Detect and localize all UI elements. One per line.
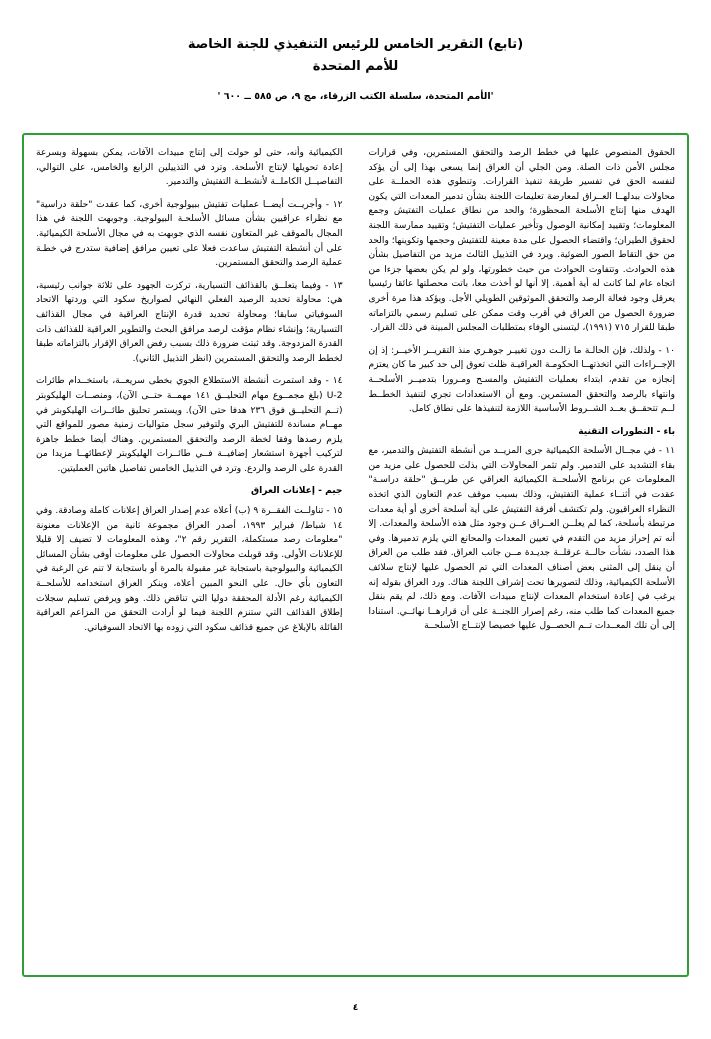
paragraph: ١٤ - وقد استمرت أنشطة الاستطلاع الجوي بخطى سريعــة، باستخــدام طائرات U-2 (بلغ مجمــوع مهام التحليــق ١٤١ مهمــة حتــى الآن)، ومنصــات الهليكوبتر (تــم التحليــق فوق ٢٣٦ هدفا حتى الآن). ويستمر تحليق طائــرات الهليكوبتر في مهــام مساندة للتفتيش البري ولتوفير سجل متواليات زمنية مصور للمواقع التي يلزم رصدها وفقا لخطة الرصد والتحقق المستمرين. وهناك أيضا خطط جاهزة لتركيب أجهزة استشعار إضافيــة فــي طائــرات الهليكوبتر لإعطائهــا مزيدا من القدرة على الرصد والردع. وترد في التذييل الخامس تفاصيل هاتين العمليتين. (36, 376, 343, 474)
section-heading-baa: باء - التطورات التقنية (578, 426, 675, 437)
title-line-1: (تابع) التقرير الخامس للرئيس التنفيذي للجنة الخاصة (187, 37, 524, 52)
paragraph: ١٥ - تناولــت الفقــرة ٩ (ب) أعلاه عدم إصدار العراق إعلانات كاملة وصادقة. وفي ١٤ شباط/ فبراير ١٩٩٣، أصدر العراق مجموعة ثانية من الإعلانات معنونة "معلومات رصد مستكملة، التقرير رقم ٢"، وهذه المعلومات لا تضيف إلا قليلا للإعلانات الأولى. وقد قوبلت محاولات الحصول على معلومات أوفى بشأن المسائل الكيميائية والبيولوجية باستجابة غير مقبولة بالمرة أو باستجابة لا تنم عن الرغبة في التعاون بأي حال. على النحو المبين أعلاه، وينكر العراق استخدامه للأسلحــة الكيميائية رغم الأدلة المحققة دوليا التي تناقض ذلك. وهو ويرفض تسليم سجلات إطلاق القذائف التي ستنزم اللجنة فيما لو أرادت التحقق من المزاعم العراقية القائلة بالإبلاغ عن جميع قذائف سكود التي زوده بها الاتحاد السوفياتي. (36, 506, 343, 633)
section-heading-jeem: جيم - إعلانات العراق (251, 486, 343, 497)
column-left (36, 146, 343, 963)
paragraph: الكيميائية وأنه، حتى لو حولت إلى إنتاج مبيدات الآفات، يمكن بسهولة وبسرعة إعادة تحويلها لإنتاج الأسلحة. وترد في التذييلين الرابع والخامس، على التوالي، التفاصيــل الكاملــة لأنشطــة التفتيش والتدمير. (36, 148, 343, 188)
paragraph: الحقوق المنصوص عليها في خطط الرصد والتحقق المستمرين، وفي قرارات مجلس الأمن ذات الصلة. ومن الجلي أن العراق إنما يسعى بهذا إلى أن يؤكد لنفسه الحق في تفسير طريقة تنفيذ القرارات. وتنطوي هذه الحملــة على محاولات ببدلهــا العــراق لمعارضة تعليمات اللجنة بشأن تدمير المعدات التي يكون الهدف منها إنتاج الأسلحة المحظورة؛ والحد من نطاق عمليات التفتيش وجمع المعلومات؛ وتقييد إمكانية الوصول وتأخير عمليات التفتيش؛ وتقييد ممارسة اللجنة لحقوق الطيران؛ واقتضاء الحصول على مدة معينة للتفتيش وحجمها وتكوينها؛ والحد من حق التقاط الصور الضوئية. ويرد في التذييل الثالث مزيد من التفاصيل بشأن هذه الحوادث. وتتفاوت الحوادث من حيث خطورتها، ولو لم يكن بعضها جزءا من اتجاه عام لما كانت له أية أهمية. إلا أنها لو أخذت معا، باتت محصلتها عائقا رئيسيا يعرقل وجود فعالة الرصد والتحقق الموثوقين الطويلي الأجل. ويؤكد هذا مرة أخرى ضرورة الحصول من العراق في أقرب وقت ممكن على تسليم رسمي بالتزاماته طبقا للقرار ٧١٥ (١٩٩١)، ليتسنى الوفاء بمتطلبات المجلس المبينة في ذلك القرار. (368, 148, 675, 334)
paragraph: ١٠ - ولذلك، فإن الحالـة ما زالـت دون تغييـر جوهـري منذ التقريــر الأخيــر: إذ إن الإجــراءات التي اتخذتهــا الحكومـة العراقيـة ظلت تعوق إلى حد كبير ما كان يعتزم إنجازه من تقدم، ابتداء بعمليات التفتيش والمسـح ومـرورا بتدميــر الأسلحــة وانتهاء بالرصد والتحقق المستمرين. ومع أن الاستعدادات تجري لتنفيذ الخطــط لــم تتحقــق بعــد الشــروط الأساسية اللازمة لتنفيذها على نطاق كامل. (368, 345, 675, 415)
paragraph: ١١ - في مجــال الأسلحة الكيميائية جرى المزيــد من أنشطة التفتيش والتدمير، مع بقاء التشديد على التدمير. ولم تثمر المحاولات التي بذلت للحصول على مزيد من المعلومات عن برنامج الأسلحــة الكيميائية العراقي عن طريــق "حلقة دراسـة" عقدت في أثنــاء عملية التفتيش، وذلك بسبب موقف عدم التعاون الذي اتخذه النظراء العراقيون. ولم تكتشف أفرقة التفتيش على أية أسلحة أخرى أو أية معدات مرتبطة بأسلحة، كما لم يعلــن العــراق عــن وجود مثل هذه الأسلحة والمعدات. إلا أنه تم إحراز مزيد من التقدم في تعيين المعدات والمحانع التي يلزم تدميرها. وفي هذا الصدد، نشأت حالــة عرقلــة جديـدة مــن جانب العراق. فقد طلب من العراق أن ينقل إلى المثنى بعض أصناف المعدات التي تم الحصول عليها لإنتاج سلائف الأسلحة الكيميائية، وذلك لتصويرها تحت إشراف اللجنة هناك. ورد العراق بقوله إنه يرغب في إعادة استخدام المعدات لإنتاج مبيدات الآفات. ومع ذلك، لم يقم بنقل جميع المعدات كما طلب منه، رغم إصرار اللجنــة على أن قرارهــا نهائــي. استنادا إلى أن تلك المعــدات تــم الحصــول عليها خصيصا لإنتــاج الأسلحــة (368, 446, 675, 632)
title-line-2: للأمم المتحدة (312, 59, 399, 74)
body-columns (36, 146, 675, 963)
paragraph: ١٢ - وأجريــت أيضــا عمليات تفتيش ببيولوجية أخرى، كما عقدت "حلقة دراسية" مع نظراء عراقيين بشأن مسائل الأسلحـة البيولوجية. وجوبهت اللجنة في هذا المجال بالموقف غير المتعاون نفسه الذي جوبهت به في مجال الأسلحة الكيميائية. على أن أنشطة التفتيش ساعدت فعلا على تعيين مرافق إضافية ستدرج في خطـة عملية الرصد والتحقق المستمرين. (36, 199, 343, 269)
paragraph: ١٣ - وفيما يتعلــق بالقذائف التسيارية، تركزت الجهود على ثلاثة جوانب رئيسية، هي: محاولة تحديد الرصيد الفعلي النهائي لصواريخ سكود التي وردتها الاتحاد السوفياتي سابقا؛ ومحاولة تحديد قدرة الإنتاج العراقية في مجال القذائف التسيارية؛ وإنشاء نظام مؤقت لرصد مرافق البحث والتطوير العراقية للقذائف ذات القدرة المزدوجة. وقد ثبتت ضرورة ذلك بسبب رفض العراق الإقرار بالتزاماته طبقا لخطط الرصد والتحقق المستمرين (انظر التذييل الثاني). (36, 280, 343, 364)
page-number: ٤ (352, 1003, 359, 1013)
page-title (44, 34, 667, 78)
column-right (369, 146, 676, 963)
document-source-citation: 'الأمم المتحدة، سلسلة الكتب الزرقاء، مج ٩، ص ٥٨٥ ــ ٦٠٠ ' (217, 91, 494, 102)
